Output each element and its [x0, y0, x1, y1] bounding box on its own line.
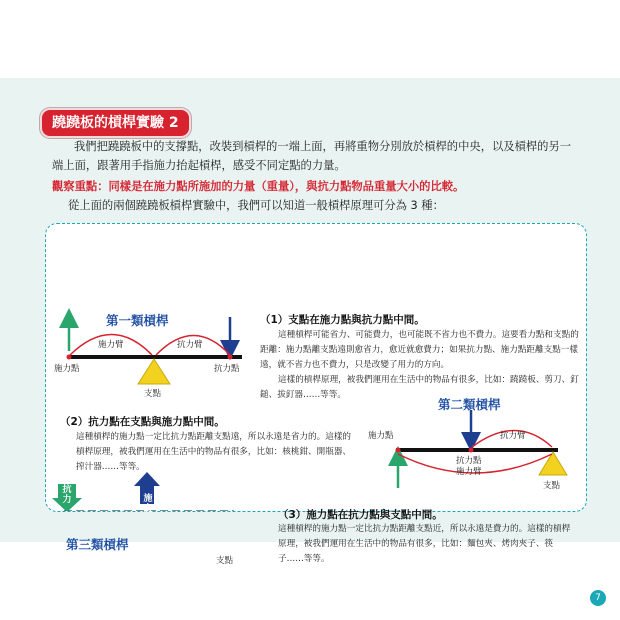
intro-paragraph [52, 137, 582, 175]
lever2-effort-arm-label: 施力臂 [456, 467, 482, 477]
lever1-title: 第一類槓桿 [106, 313, 169, 328]
summary-paragraph: 從上面的兩個蹺蹺板槓桿實驗中，我們可以知道一般槓桿原理可分為 3 種： [68, 199, 444, 212]
lever3-heading: （3）施力點在抗力點與支點中間。 [278, 509, 443, 521]
lever1-effort-point-label: 施力點 [54, 364, 80, 374]
lever-types-panel [45, 223, 587, 566]
lever3-title: 第三類槓桿 [66, 537, 129, 552]
lever3-load-tag: 抗力 [62, 485, 72, 505]
lever1-effort-arm-label: 施力臂 [98, 340, 124, 350]
lever1-body-text-2: 這樣的槓桿原理，被我們運用在生活中的物品有很多，比如：蹺蹺板、剪刀、釘鎚、拔釘器……等等。 [260, 375, 579, 400]
lever1-load-point-label: 抗力點 [214, 364, 240, 374]
lever1-fulcrum-triangle [138, 359, 170, 384]
lever1-body [260, 328, 580, 403]
lever3-body: 這種槓桿的施力點一定比抗力點距離支點近，所以永遠是費力的。這樣的槓桿原理，被我們運用在生活中的物品有很多，比如：麵包夾、烤肉夾子、筷子……等等。 [278, 524, 571, 564]
lever2-body: 這種槓桿的施力點一定比抗力點距離支點遠，所以永遠是省力的。這樣的槓桿原理，被我們運用在生活中的物品有很多，比如：核桃鉗、開瓶器、搾汁器……等等。 [76, 432, 352, 472]
intro-text: 我們把蹺蹺板中的支撐點，改裝到槓桿的一端上面，再將重物分別放於槓桿的中央，以及槓桿的另一端上面，跟著用手指施力抬起槓桿，感受不同定點的力量。 [52, 140, 572, 172]
lever2-title: 第二類槓桿 [438, 397, 501, 412]
page-area [0, 78, 620, 603]
lever3-fulcrum-label: 支點 [216, 556, 234, 566]
lever2-load-point-label: 抗力點 [456, 456, 482, 466]
lever2-effort-point-label: 施力點 [368, 431, 394, 441]
lever1-load-arm-label: 抗力臂 [177, 340, 203, 350]
lever2-fulcrum-label: 支點 [543, 481, 561, 491]
lever3-effort-tag: 施力 [143, 494, 153, 514]
lever1-heading: （1）支點在施力點與抗力點中間。 [260, 314, 425, 326]
lever2-fulcrum-triangle [539, 452, 567, 475]
section-title: 蹺蹺板的槓桿實驗 2 [40, 108, 191, 138]
lever1-body-text: 這種槓桿可能省力、可能費力，也可能既不省力也不費力。這要看力點和支點的距離：施力點離支點遠則愈省力，愈近就愈費力；如果抗力點、施力點距離支點一樣遠，就不省力也不費力，只是改變了用力的方向。 [260, 330, 579, 370]
page-number: 7 [590, 590, 606, 606]
lever2-heading: （2）抗力點在支點與施力點中間。 [60, 416, 225, 428]
focus-point: 觀察重點：同樣是在施力點所施加的力量（重量），與抗力點物品重量大小的比較。 [52, 180, 465, 193]
lever1-fulcrum-label: 支點 [144, 389, 162, 399]
lever2-load-arm-label: 抗力臂 [500, 431, 526, 441]
